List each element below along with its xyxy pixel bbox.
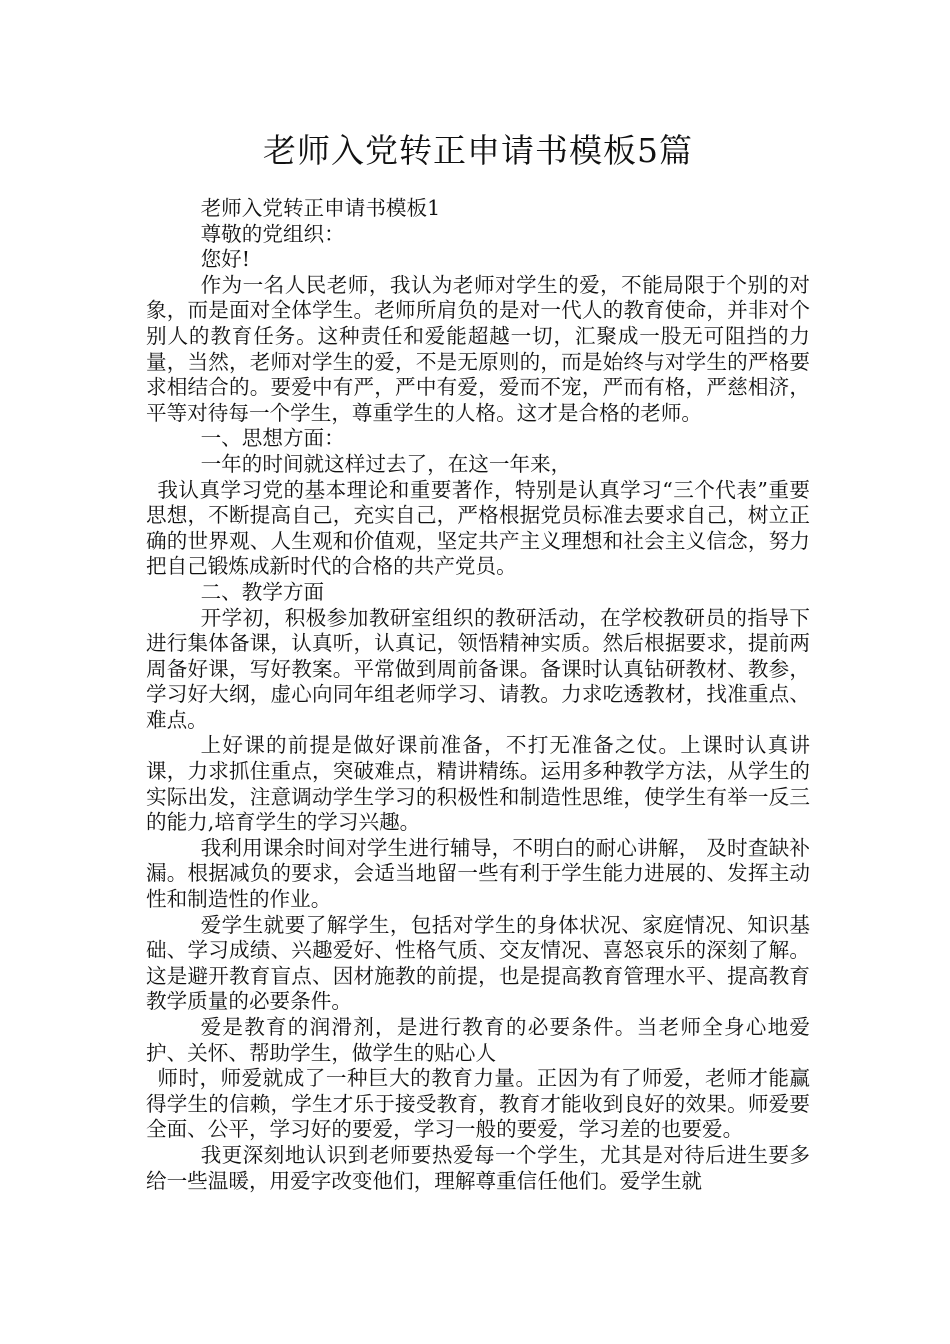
paragraph-backward-students: 我更深刻地认识到老师要热爱每一个学生，尤其是对待后进生要多给一些温暖，用爱字改变他们，理解尊重信任他们。爱学生就 bbox=[146, 1142, 810, 1193]
paragraph-understanding: 爱学生就要了解学生，包括对学生的身体状况、家庭情况、知识基础、学习成绩、兴趣爱好、性格气质、交友情况、喜怒哀乐的深刻了解。这是避开教育盲点、因材施教的前提，也是提高教育管理水平、提高教育教学质量的必要条件。 bbox=[146, 912, 810, 1014]
section-heading-thought: 一、思想方面： bbox=[200, 426, 345, 451]
paragraph-intro: 作为一名人民老师，我认为老师对学生的爱，不能局限于个别的对象，而是面对全体学生。老师所肩负的是对一代人的教育使命，并非对个别人的教育任务。这种责任和爱能超越一切，汇聚成一股无可阻挡的力量，当然，老师对学生的爱，不是无原则的，而是始终与对学生的严格要求相结合的。要爱中有严，严中有爱，爱而不宠，严而有格，严慈相济，平等对待每一个学生，尊重学生的人格。这才是合格的老师。 bbox=[146, 272, 810, 425]
document-title: 老师入党转正申请书模板5篇 bbox=[263, 131, 693, 170]
paragraph-preparation: 开学初，积极参加教研室组织的教研活动，在学校教研员的指导下进行集体备课，认真听，认真记，领悟精神实质。然后根据要求，提前两周备好课，写好教案。平常做到周前备课。备课时认真钻研教材、教参，学习好大纲，虚心向同年组老师学习、请教。力求吃透教材，找准重点、难点。 bbox=[146, 605, 810, 732]
template-subtitle: 老师入党转正申请书模板1 bbox=[200, 196, 441, 220]
document-page bbox=[146, 128, 810, 1194]
paragraph-lessons: 上好课的前提是做好课前准备，不打无准备之仗。上课时认真讲课，力求抓住重点，突破难点，精讲精练。运用多种教学方法，从学生的实际出发，注意调动学生学习的积极性和制造性思维，使学生有举一反三的能力,培育学生的学习兴趣。 bbox=[146, 733, 810, 835]
paragraph-year: 一年的时间就这样过去了，在这一年来， bbox=[200, 451, 572, 476]
paragraph-teacher-love: 师时，师爱就成了一种巨大的教育力量。正因为有了师爱，老师才能赢得学生的信赖，学生才乐于接受教育，教育才能收到良好的效果。师爱要全面、公平，学习好的要爱，学习一般的要爱，学习差的也要爱。 bbox=[146, 1066, 810, 1142]
salutation: 尊敬的党组织： bbox=[200, 221, 345, 246]
paragraph-tutoring: 我利用课余时间对学生进行辅导，不明白的耐心讲解， 及时查缺补漏。根据减负的要求，会适当地留一些有利于学生能力进展的、发挥主动性和制造性的作业。 bbox=[146, 835, 810, 912]
greeting: 您好! bbox=[200, 247, 251, 272]
paragraph-study: 我认真学习党的基本理论和重要著作，特别是认真学习“三个代表”重要思想，不断提高自己，充实自己，严格根据党员标准去要求自己，树立正确的世界观、人生观和价值观，坚定共产主义理想和社会主义信念，努力把自己锻炼成新时代的合格的共产党员。 bbox=[146, 477, 810, 579]
paragraph-love: 爱是教育的润滑剂，是进行教育的必要条件。当老师全身心地爱护、关怀、帮助学生，做学生的贴心人 bbox=[146, 1015, 810, 1065]
document-body bbox=[146, 196, 810, 1194]
section-heading-teaching: 二、教学方面 bbox=[200, 579, 325, 604]
